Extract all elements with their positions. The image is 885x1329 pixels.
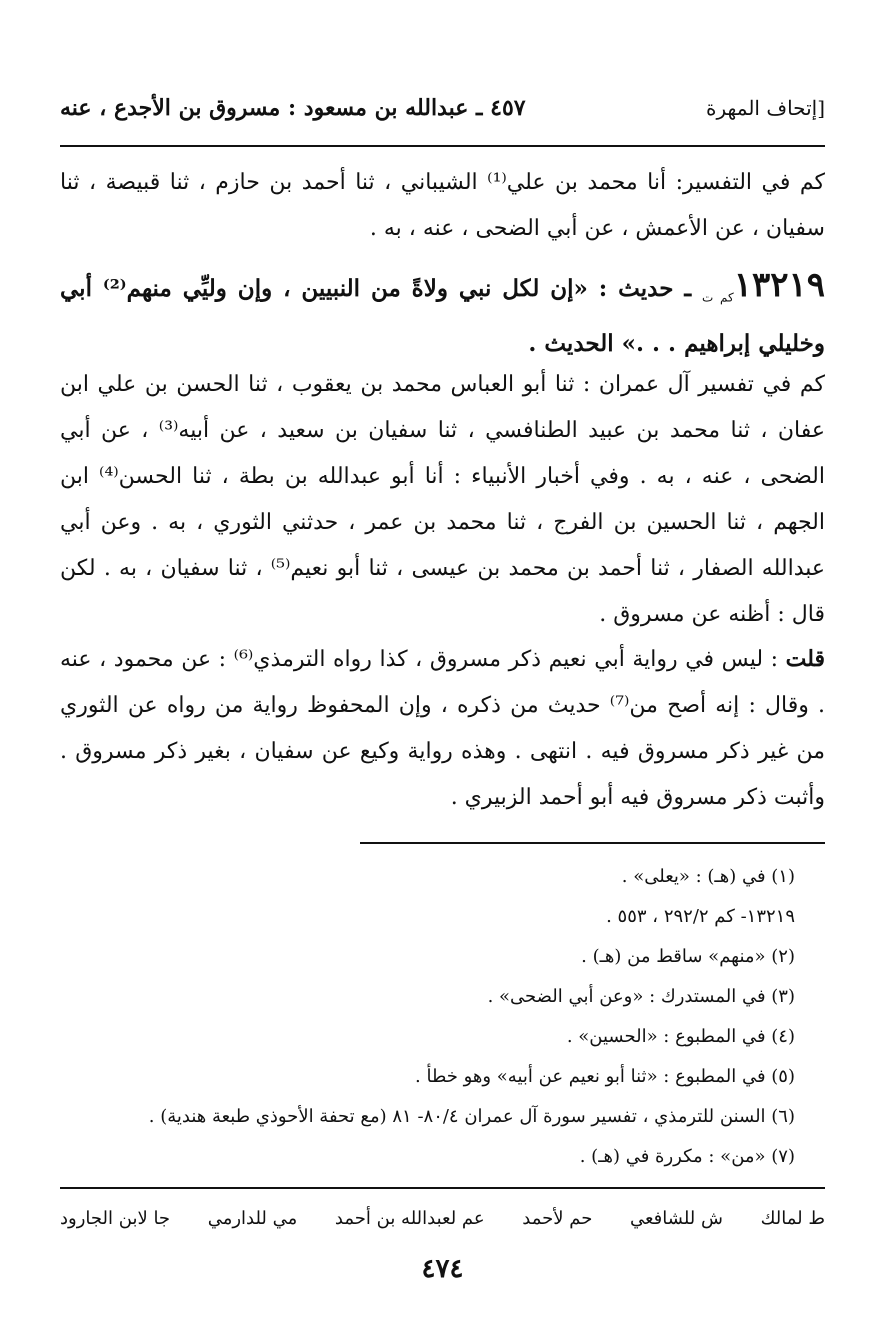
abbreviation-item: جا لابن الجارود [60, 1207, 171, 1229]
hadith-number: ١٣٢١٩ [733, 265, 825, 305]
abbreviation-item: حم لأحمد [522, 1207, 593, 1229]
hadith-sigla: كم ت [701, 290, 734, 305]
header-title: ٤٥٧ ـ عبدالله بن مسعود : مسروق بن الأجدع ، عنه [60, 95, 526, 121]
paragraph-3-text: : ليس في رواية أبي نعيم ذكر مسروق ، كذا رواه الترمذي⁽⁶⁾ : عن محمود ، عنه . وقال : إنه أصح من⁽⁷⁾ حديث من ذكره ، وإن المحفوظ رواية من رواه عن الثوري من غير ذكر مسروق فيه . انتهى . وهذه رواية وكيع عن سفيان ، بغير ذكر مسروق . وأثبت ذكر مسروق فيه أبو أحمد الزبيري . [60, 647, 825, 810]
header-book-title: [إتحاف المهرة [706, 96, 825, 120]
abbreviations-rule [60, 1187, 825, 1189]
footnote: (٥) في المطبوع : «ثنا أبو نعيم عن أبيه» وهو خطأ . [415, 1066, 795, 1087]
abbreviation-item: مي للدارمي [207, 1207, 298, 1229]
header-rule [60, 145, 825, 147]
paragraph-2: كم في تفسير آل عمران : ثنا أبو العباس محمد بن يعقوب ، ثنا الحسن بن علي ابن عفان ، ثنا محمد بن عبيد الطنافسي ، ثنا سفيان بن سعيد ، عن أبيه⁽³⁾ ، عن أبي الضحى ، عنه ، به . وفي أخبار الأنبياء : أنا أبو عبدالله بن بطة ، ثنا الحسن⁽⁴⁾ ابن الجهم ، ثنا الحسين بن الفرج ، ثنا محمد بن عمر ، حدثني الثوري ، به . وعن أبي عبدالله الصفار ، ثنا أحمد بن محمد بن عيسى ، ثنا أبو نعيم⁽⁵⁾ ، ثنا سفيان ، به . لكن قال : أظنه عن مسروق . [60, 372, 826, 627]
footnote: (٤) في المطبوع : «الحسين» . [566, 1026, 795, 1047]
footnote: (١) في (هـ) : «يعلى» . [621, 866, 795, 887]
footnote: ١٣٢١٩- كم ٢٩٢/٢ ، ٥٥٣ . [606, 906, 795, 927]
footnote: (٢) «منهم» ساقط من (هـ) . [581, 946, 795, 967]
footnote: (٧) «من» : مكررة في (هـ) . [579, 1146, 795, 1167]
running-header [60, 88, 825, 128]
hadith-text: ـ حديث : «إن لكل نبي ولاةً من النبيين ، وإن وليِّي منهم⁽²⁾ أبي وخليلي إبراهيم . . .» الحديث . [60, 275, 825, 357]
page-number: ٤٧٤ [421, 1254, 464, 1284]
abbreviation-item: ط لمالك [760, 1207, 825, 1229]
paragraph-3 [60, 636, 825, 821]
qult-lead: قلت [785, 646, 825, 672]
footnote: (٣) في المستدرك : «وعن أبي الضحى» . [487, 986, 795, 1007]
paragraph-1: كم في التفسير: أنا محمد بن علي⁽¹⁾ الشيباني ، ثنا أحمد بن حازم ، ثنا قبيصة ، ثنا سفيان ، عن الأعمش ، عن أبي الضحى ، عنه ، به . [60, 170, 825, 241]
hadith-entry [60, 262, 825, 367]
footnotes [60, 857, 795, 1177]
footnotes-rule [360, 842, 825, 844]
footnote: (٦) السنن للترمذي ، تفسير سورة آل عمران ٨٠/٤- ٨١ (مع تحفة الأحوذي طبعة هندية) . [148, 1106, 795, 1127]
abbreviations-legend [60, 1198, 825, 1238]
abbreviation-item: ش للشافعي [629, 1207, 723, 1229]
abbreviation-item: عم لعبدالله بن أحمد [334, 1207, 485, 1229]
